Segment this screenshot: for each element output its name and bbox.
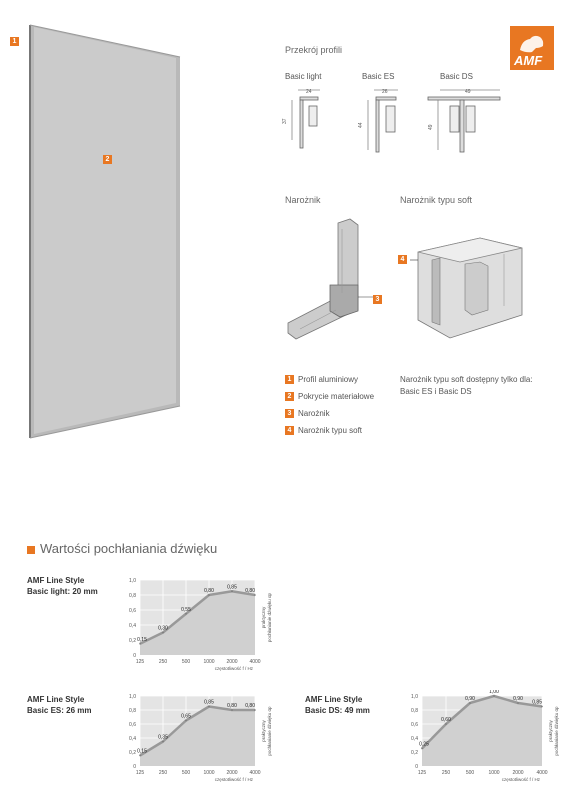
x-tick-label: 1000 [203, 770, 215, 776]
y-axis-label-line2: pochłanianie dźwięku αp [554, 706, 559, 756]
data-point [162, 741, 164, 743]
corner-drawing [280, 215, 380, 340]
absorption-chart-basic-ds [400, 690, 565, 794]
profiles-heading: Przekrój profili [285, 45, 343, 55]
data-point [231, 709, 233, 711]
x-tick-label: 2000 [512, 770, 524, 776]
panel-illustration [0, 0, 200, 450]
data-point [254, 594, 256, 596]
x-tick-label: 4000 [249, 659, 261, 665]
legend-item [285, 426, 362, 435]
x-tick-label: 1000 [488, 770, 500, 776]
profile-basic-ds [428, 90, 500, 152]
legend-item [285, 375, 358, 384]
profile-light-height: 37 [282, 118, 288, 124]
y-tick-label: 0,4 [411, 736, 418, 742]
profile-es-width: 26 [382, 89, 388, 95]
data-point [208, 706, 210, 708]
data-label: 0,30 [158, 625, 168, 632]
data-label: 0,55 [181, 606, 191, 613]
legend-badge: 1 [285, 375, 294, 384]
logo-text: AMF [514, 53, 543, 68]
data-label: 0,35 [158, 734, 168, 741]
soft-corner-note-1: Narożnik typu soft dostępny tylko dla: [400, 375, 533, 384]
profile-es-height: 44 [358, 122, 364, 128]
y-tick-label: 0,6 [129, 608, 136, 614]
profile-ds-width: 49 [465, 89, 471, 95]
legend-badge: 2 [285, 392, 294, 401]
section-marker [27, 546, 35, 554]
x-tick-label: 1000 [203, 659, 215, 665]
chart1-title-line2: Basic light: 20 mm [27, 587, 98, 596]
data-label: 0,25 [419, 741, 429, 748]
data-point [445, 723, 447, 725]
absorption-heading: Wartości pochłaniania dźwięku [40, 541, 218, 556]
data-label: 0,80 [245, 703, 255, 709]
legend-item [285, 392, 374, 401]
profile-label-light: Basic light [285, 72, 322, 81]
soft-corner-badge: 4 [398, 255, 407, 264]
data-label: 0,80 [227, 703, 237, 709]
legend-label: Pokrycie materiałowe [298, 392, 375, 401]
x-tick-label: 2000 [226, 770, 238, 776]
profile-light-width: 24 [306, 89, 312, 95]
y-tick-label: 0,6 [129, 722, 136, 728]
data-point [469, 702, 471, 704]
x-tick-label: 500 [465, 770, 475, 776]
x-axis-label: częstotliwość f / Hz [214, 777, 253, 782]
x-tick-label: 125 [417, 770, 427, 776]
soft-corner-heading: Narożnik typu soft [400, 195, 473, 205]
x-axis-label: częstotliwość f / Hz [214, 666, 253, 671]
data-label: 0,15 [137, 636, 147, 643]
data-point [541, 706, 543, 708]
chart3-title-line1: AMF Line Style [305, 695, 363, 704]
y-axis-label-line2: pochłanianie dźwięku αp [267, 592, 272, 643]
data-point [139, 755, 141, 757]
data-label: 1,00 [489, 690, 499, 695]
chart2-title [27, 694, 91, 716]
x-tick-label: 250 [158, 659, 168, 665]
panel-badge-2: 2 [103, 155, 112, 164]
y-axis-label-line1: praktyczny [548, 720, 553, 742]
amf-logo [510, 26, 554, 70]
profile-drawings [280, 84, 510, 164]
x-tick-label: 125 [135, 659, 145, 665]
soft-corner-note-2: Basic ES i Basic DS [400, 387, 472, 396]
data-point [231, 590, 233, 592]
y-tick-label: 0 [415, 764, 418, 770]
y-tick-label: 0,4 [129, 736, 136, 742]
chart3-title-line2: Basic DS: 49 mm [305, 706, 370, 715]
profile-basic-light [292, 90, 320, 148]
data-label: 0,15 [137, 748, 147, 755]
x-tick-label: 250 [441, 770, 451, 776]
y-tick-label: 0,2 [129, 750, 136, 756]
chart1-title-line1: AMF Line Style [27, 576, 85, 585]
panel-badge-1: 1 [10, 37, 19, 46]
absorption-chart-basic-es [120, 690, 280, 794]
data-label: 0,90 [465, 696, 475, 702]
x-tick-label: 250 [158, 770, 168, 776]
chart1-title [27, 575, 98, 597]
profile-ds-height: 49 [428, 124, 434, 130]
x-tick-label: 4000 [249, 770, 261, 776]
y-tick-label: 1,0 [411, 694, 418, 700]
y-tick-label: 0,8 [129, 593, 136, 599]
chart3-title [305, 694, 370, 716]
data-point [139, 643, 141, 645]
y-tick-label: 0,4 [129, 623, 136, 629]
data-label: 0,80 [204, 588, 214, 594]
data-label: 0,65 [181, 713, 191, 720]
profile-basic-es [368, 90, 398, 152]
legend-item [285, 409, 330, 418]
y-tick-label: 0,2 [411, 750, 418, 756]
data-point [254, 709, 256, 711]
y-tick-label: 0 [133, 653, 136, 659]
chart2-title-line1: AMF Line Style [27, 695, 85, 704]
data-label: 0,85 [227, 584, 237, 591]
data-point [421, 748, 423, 750]
data-point [185, 720, 187, 722]
y-tick-label: 0,2 [129, 638, 136, 644]
data-point [162, 632, 164, 634]
data-label: 0,90 [513, 696, 523, 702]
y-tick-label: 0,8 [411, 708, 418, 714]
y-tick-label: 0 [133, 764, 136, 770]
data-point [185, 613, 187, 615]
y-axis-label-line2: pochłanianie dźwięku αp [267, 706, 272, 756]
y-tick-label: 1,0 [129, 578, 136, 584]
data-label: 0,80 [245, 588, 255, 594]
profile-label-es: Basic ES [362, 72, 395, 81]
legend-label: Narożnik typu soft [298, 426, 363, 435]
corner-heading: Narożnik [285, 195, 321, 205]
y-tick-label: 0,6 [411, 722, 418, 728]
legend-label: Narożnik [298, 409, 330, 418]
y-tick-label: 0,8 [129, 708, 136, 714]
legend-badge: 4 [285, 426, 294, 435]
x-tick-label: 4000 [536, 770, 548, 776]
data-point [493, 695, 495, 697]
corner-badge: 3 [373, 295, 382, 304]
data-label: 0,60 [441, 717, 451, 723]
x-tick-label: 125 [135, 770, 145, 776]
x-tick-label: 500 [181, 770, 191, 776]
legend-label: Profil aluminiowy [298, 375, 359, 384]
data-label: 0,85 [204, 699, 214, 706]
profile-label-ds: Basic DS [440, 72, 473, 81]
y-axis-label-line1: praktyczny [261, 720, 266, 742]
y-axis-label-line1: praktyczny [261, 606, 266, 629]
data-point [517, 702, 519, 704]
chart2-title-line2: Basic ES: 26 mm [27, 706, 92, 715]
x-tick-label: 2000 [226, 659, 238, 665]
data-label: 0,85 [532, 699, 542, 706]
legend-badge: 3 [285, 409, 294, 418]
data-point [208, 594, 210, 596]
y-tick-label: 1,0 [129, 694, 136, 700]
soft-corner-drawing [410, 220, 540, 340]
absorption-chart-basic-light [120, 572, 280, 682]
x-axis-label: częstotliwość f / Hz [501, 777, 540, 782]
x-tick-label: 500 [181, 659, 191, 665]
